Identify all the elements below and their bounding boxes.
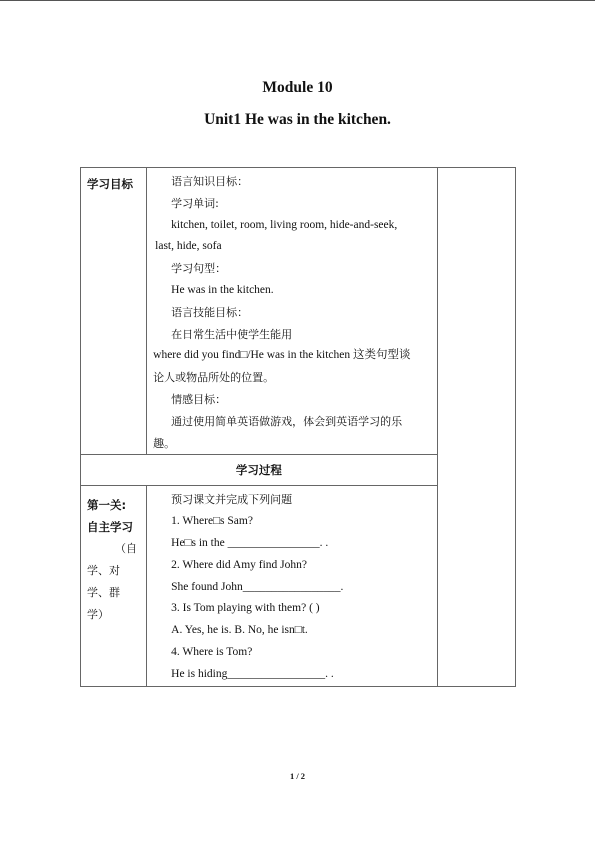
- goals-line: 语言技能目标：: [171, 305, 249, 319]
- stage1-title: 第一关:: [87, 498, 127, 513]
- goals-line: 通过使用简单英语做游戏，体会到英语学习的乐: [171, 414, 403, 428]
- goals-line: last, hide, sofa: [155, 240, 222, 253]
- exercise-line: She found John_________________.: [171, 580, 344, 593]
- stage1-note: 学、群: [87, 586, 120, 600]
- lesson-table: [80, 167, 516, 687]
- goals-content: [147, 168, 438, 455]
- stage1-label: [81, 486, 147, 686]
- exercise-line: 3. Is Tom playing with them? ( ): [171, 602, 320, 615]
- goals-line: kitchen, toilet, room, living room, hide-and-seek,: [171, 218, 398, 231]
- stage1-note: 学、对: [87, 564, 120, 578]
- goals-line: 在日常生活中使学生能用: [171, 327, 293, 341]
- exercise-line: He□s in the ________________. .: [171, 536, 329, 549]
- page-number: 1 / 2: [289, 771, 306, 781]
- goals-line: 论人或物品所处的位置。: [153, 371, 275, 385]
- goals-line: 趣。: [153, 436, 176, 450]
- goals-line: 学习句型：: [171, 262, 227, 276]
- goals-line: where did you find□/He was in the kitchen 这类句型谈: [153, 349, 411, 362]
- goals-line: 情感目标：: [171, 392, 227, 406]
- goals-line: 学习单词:: [171, 196, 219, 210]
- exercise-line: 1. Where□s Sam?: [171, 515, 253, 528]
- goals-line: 语言知识目标：: [171, 175, 249, 188]
- document-title: Module 10: [262, 79, 333, 96]
- stage1-content: [147, 486, 438, 686]
- exercise-line: 预习课文并完成下列问题: [171, 493, 293, 507]
- exercise-line: 4. Where is Tom?: [171, 645, 253, 658]
- exercise-line: 2. Where did Amy find John?: [171, 558, 307, 571]
- process-heading: 学习过程: [81, 455, 438, 486]
- top-rule: [0, 0, 595, 1]
- stage1-note: （自: [115, 542, 137, 556]
- notes-column: [437, 168, 515, 687]
- goals-line: He was in the kitchen.: [171, 283, 274, 296]
- exercise-line: He is hiding_________________. .: [171, 667, 334, 680]
- exercise-line: A. Yes, he is. B. No, he isn□t.: [171, 624, 308, 637]
- goals-label: 学习目标: [81, 168, 147, 455]
- stage1-subtitle: 自主学习: [87, 520, 133, 535]
- stage1-note: 学）: [87, 608, 109, 622]
- document-subtitle: Unit1 He was in the kitchen.: [204, 111, 391, 128]
